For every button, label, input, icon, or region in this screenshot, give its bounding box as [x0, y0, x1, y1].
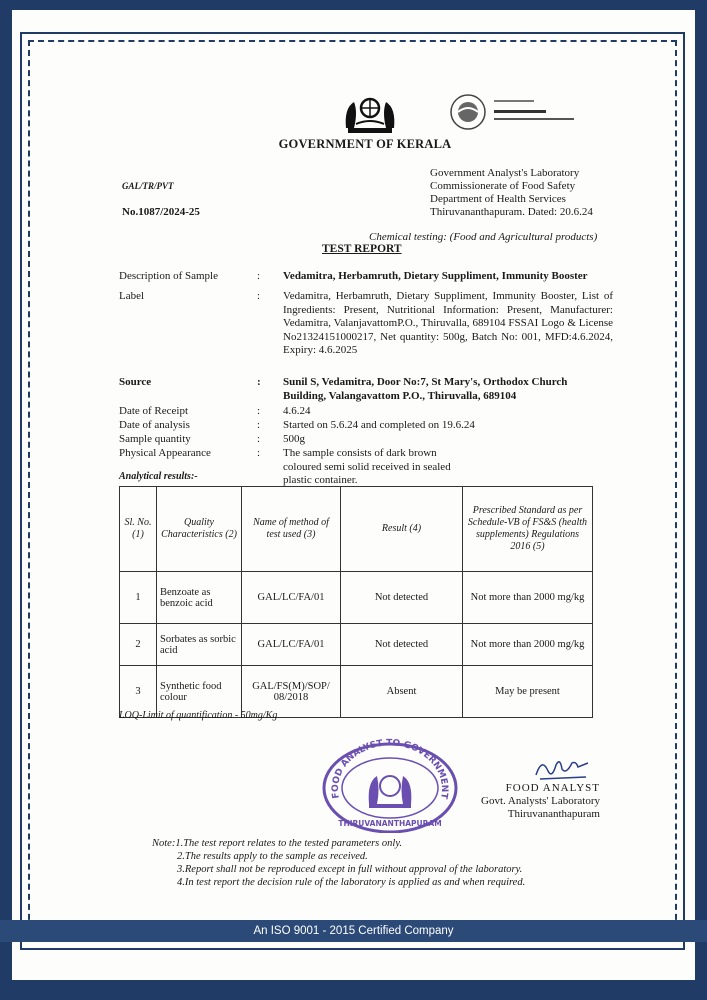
signature [532, 753, 592, 783]
table-row [120, 572, 593, 624]
colon: : [257, 405, 261, 417]
analysis-label: Date of analysis [119, 419, 190, 431]
table-row [120, 624, 593, 666]
lab-address [430, 167, 630, 219]
cell-standard: Not more than 2000 mg/kg [463, 572, 593, 624]
cell-quality: Synthetic food colour [157, 666, 242, 718]
lab-address-line: Thiruvananthapuram. Dated: 20.6.24 [430, 206, 593, 218]
results-table [119, 486, 593, 718]
appearance-value: The sample consists of dark brown coloured semi solid received in sealed plastic container. [283, 447, 451, 486]
colon: : [257, 419, 261, 431]
column-header: Prescribed Standard as per Schedule-VB of FS&S (health supplements) Regulations 2016 (5) [463, 487, 593, 572]
note-line: Note:1.The test report relates to the tested parameters only. [152, 838, 403, 849]
label-label: Label [119, 290, 145, 302]
label-value: Vedamitra, Herbamruth, Dietary Suppliment, Immunity Booster, List of Ingredients: Present, Nutritional Information: Present, Manufacturer: Vedamitra, ValanjavattomP.O., Thiruvalla, 689104 FSSAI Logo & License No21324151000217, Net quantity: 500g, Batch No: 001, MFD:4.6.2024, Expiry: 4.6.2025 [283, 290, 613, 356]
appearance-label: Physical Appearance [119, 447, 211, 459]
source-label: Source [119, 376, 152, 388]
svg-text:FOOD ANALYST TO GOVERNMENT: FOOD ANALYST TO GOVERNMENT [330, 738, 450, 800]
signatory-title: FOOD ANALYST [505, 782, 600, 794]
chemical-testing-line: Chemical testing: (Food and Agricultural products) [369, 231, 598, 243]
cell-method: GAL/LC/FA/01 [242, 624, 341, 666]
notes-block [152, 837, 602, 889]
colon: : [257, 433, 261, 445]
description-label: Description of Sample [119, 270, 218, 282]
note-line: 3.Report shall not be reproduced except in full without approval of the laboratory. [177, 864, 523, 875]
note-line: 4.In test report the decision rule of the laboratory is applied as and when required. [177, 877, 526, 888]
cell-no: 2 [120, 624, 157, 666]
analytical-heading: Analytical results:- [119, 471, 198, 482]
cell-method: GAL/LC/FA/01 [242, 572, 341, 624]
report-number: No.1087/2024-25 [122, 206, 200, 218]
colon: : [257, 376, 261, 388]
cell-quality: Benzoate as benzoic acid [157, 572, 242, 624]
cell-no: 1 [120, 572, 157, 624]
quantity-value: 500g [283, 433, 305, 445]
kerala-emblem-icon [340, 88, 400, 138]
signatory-lab: Govt. Analysts' Laboratory [481, 795, 600, 807]
quantity-label: Sample quantity [119, 433, 191, 445]
cell-standard: May be present [463, 666, 593, 718]
colon: : [257, 270, 261, 282]
cell-standard: Not more than 2000 mg/kg [463, 624, 593, 666]
loq-note: LOQ-Limit of quantification - 50mg/Kg [119, 710, 278, 721]
svg-text:THIRUVANANTHAPURAM: THIRUVANANTHAPURAM [338, 819, 442, 828]
lab-address-line: Commissionerate of Food Safety [430, 180, 576, 192]
note-line: 2.The results apply to the sample as received. [177, 851, 368, 862]
source-value: Sunil S, Vedamitra, Door No:7, St Mary's, Orthodox Church Building, Valangavattom P.O., Thiruvalla, 689104 [283, 376, 568, 402]
government-title: GOVERNMENT OF KERALA [278, 137, 452, 151]
colon: : [257, 290, 261, 302]
cell-result: Not detected [341, 624, 463, 666]
document-page [12, 10, 695, 980]
column-header: Quality Characteristics (2) [157, 487, 242, 572]
column-header: Name of method of test used (3) [242, 487, 341, 572]
cell-quality: Sorbates as sorbic acid [157, 624, 242, 666]
table-header-row [120, 487, 593, 572]
signatory-city: Thiruvananthapuram [507, 808, 600, 820]
footer-bar: An ISO 9001 - 2015 Certified Company [0, 920, 707, 942]
reference-code: GAL/TR/PVT [122, 181, 174, 191]
colon: : [257, 447, 261, 459]
lab-address-line: Government Analyst's Laboratory [430, 167, 580, 179]
receipt-label: Date of Receipt [119, 405, 189, 417]
food-safety-logo-icon [446, 90, 586, 134]
lab-address-line: Department of Health Services [430, 193, 566, 205]
analysis-value: Started on 5.6.24 and completed on 19.6.24 [283, 419, 475, 431]
report-title: TEST REPORT [322, 243, 402, 255]
cell-no: 3 [120, 666, 157, 718]
receipt-value: 4.6.24 [283, 405, 311, 417]
cell-method: GAL/FS(M)/SOP/ 08/2018 [242, 666, 341, 718]
description-value: Vedamitra, Herbamruth, Dietary Suppliment, Immunity Booster [283, 270, 588, 282]
column-header: Result (4) [341, 487, 463, 572]
official-seal-stamp [317, 738, 462, 833]
cell-result: Absent [341, 666, 463, 718]
signatory-block [452, 782, 600, 821]
column-header: Sl. No. (1) [120, 487, 157, 572]
cell-result: Not detected [341, 572, 463, 624]
